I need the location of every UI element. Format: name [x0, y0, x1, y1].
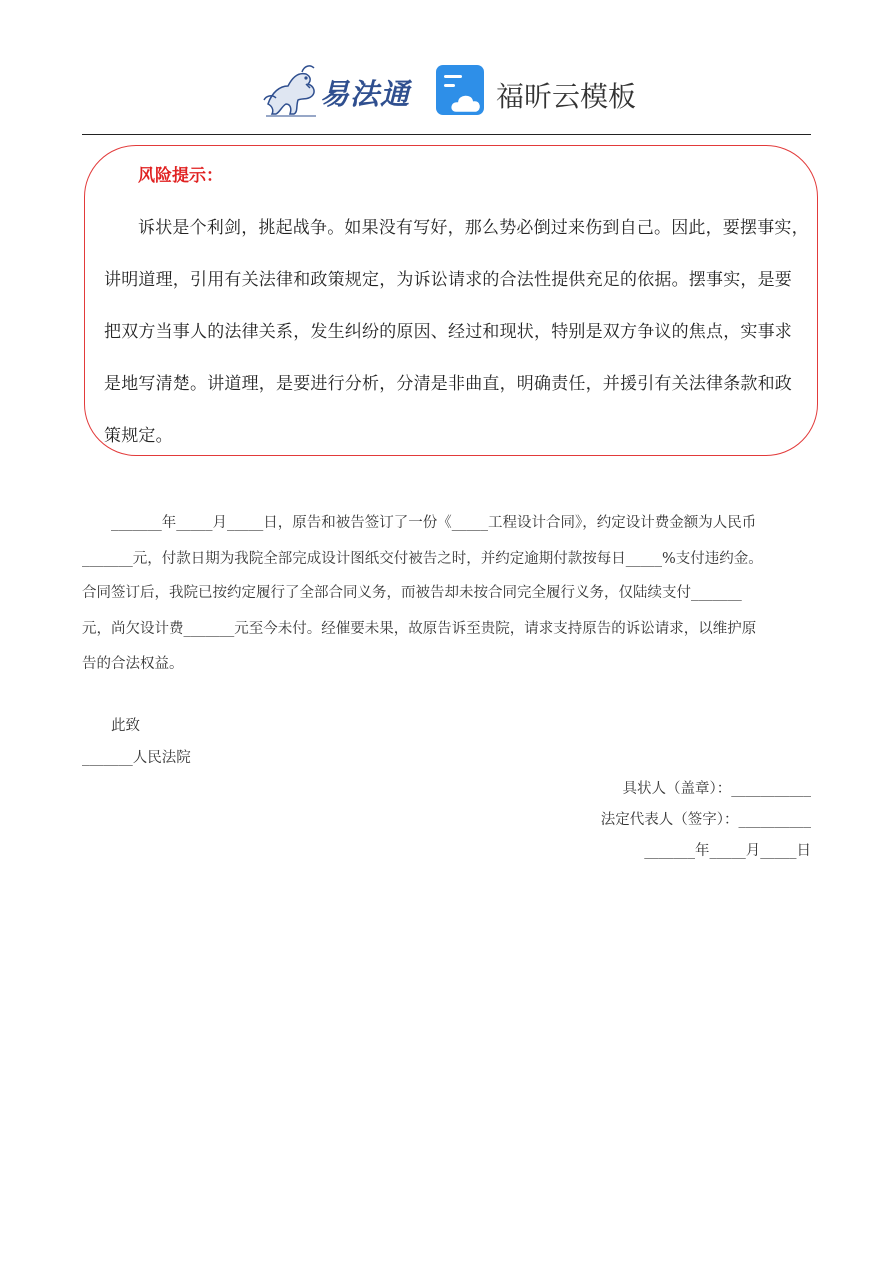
risk-warning-line: 把双方当事人的法律关系，发生纠纷的原因、经过和现状，特别是双方争议的焦点，实事求 — [104, 322, 792, 342]
complaint-body-line: 合同签订后，我院已按约定履行了全部合同义务，而被告却未按合同完全履行义务，仅陆续支付_______ — [82, 585, 742, 601]
qilin-logo-icon — [262, 62, 320, 118]
risk-warning-line: 是地写清楚。讲道理，是要进行分析，分清是非曲直，明确责任，并援引有关法律条款和政 — [104, 374, 792, 394]
complaint-body-line: 告的合法权益。 — [82, 656, 184, 672]
complaint-body-line: _______元，付款日期为我院全部完成设计图纸交付被告之时，并约定逾期付款按每日_____%支付违约金。 — [82, 551, 763, 567]
risk-warning-line: 诉状是个利剑，挑起战争。如果没有写好，那么势必倒过来伤到自己。因此，要摆事实， — [138, 218, 809, 238]
foxit-cloud-icon — [436, 65, 488, 117]
yifatong-logo-text: 易法通 — [320, 77, 411, 111]
header-divider — [82, 134, 811, 135]
foxit-cloud-template-text: 福昕云模板 — [496, 80, 637, 113]
risk-warning-title: 风险提示： — [138, 166, 223, 186]
signature-date-line: _______年_____月_____日 — [644, 843, 811, 859]
legal-representative-line: 法定代表人（签字）：__________ — [600, 812, 811, 828]
salutation: 此致 — [82, 718, 140, 734]
risk-warning-line: 讲明道理，引用有关法律和政策规定，为诉讼请求的合法性提供充足的依据。摆事实，是要 — [104, 270, 792, 290]
risk-warning-line: 策规定。 — [104, 426, 173, 446]
complaint-body-line: 元，尚欠设计费_______元至今未付。经催要未果，故原告诉至贵院，请求支持原告的诉讼请求，以维护原 — [82, 621, 757, 637]
complaint-body-line: _______年_____月_____日，原告和被告签订了一份《_____工程设计合同》，约定设计费金额为人民币 — [82, 515, 757, 531]
plaintiff-seal-line: 具状人（盖章）：___________ — [622, 781, 811, 797]
yifatong-logo — [262, 58, 412, 120]
risk-warning-box — [84, 145, 818, 456]
court-name: _______人民法院 — [82, 750, 191, 766]
document-header — [0, 58, 893, 122]
